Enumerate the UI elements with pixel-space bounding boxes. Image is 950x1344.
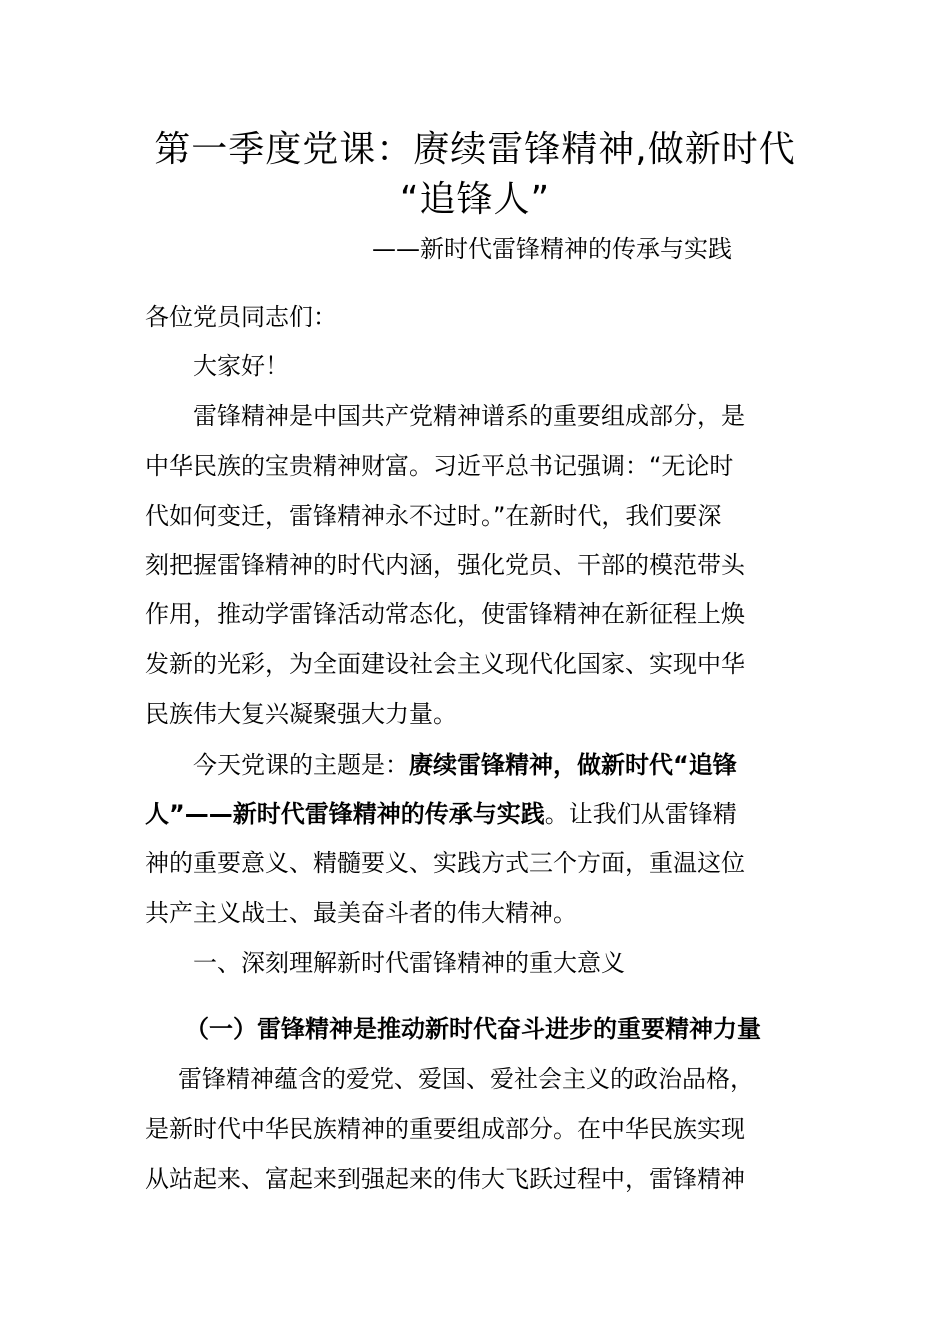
paragraph-1-line: 刻把握雷锋精神的时代内涵，强化党员、干部的模范带头 <box>145 551 745 579</box>
paragraph-1-line: 作用，推动学雷锋活动常态化，使雷锋精神在新征程上焕 <box>145 600 745 628</box>
paragraph-3-line: 是新时代中华民族精神的重要组成部分。在中华民族实现 <box>145 1115 745 1143</box>
subtitle: ——新时代雷锋精神的传承与实践 <box>372 235 732 263</box>
salutation: 各位党员同志们： <box>145 303 337 331</box>
paragraph-2-line <box>145 798 737 830</box>
lesson-theme-bold: 人”——新时代雷锋精神的传承与实践 <box>145 800 545 828</box>
lesson-theme-bold: 赓续雷锋精神，做新时代“追锋 <box>409 751 737 779</box>
paragraph-1-line: 发新的光彩，为全面建设社会主义现代化国家、实现中华 <box>145 650 745 678</box>
paragraph-2-line: 共产主义战士、最美奋斗者的伟大精神。 <box>145 899 577 927</box>
section-heading: 一、深刻理解新时代雷锋精神的重大意义 <box>193 949 625 977</box>
paragraph-2-line <box>193 749 737 781</box>
paragraph-1-line: 民族伟大复兴凝聚强大力量。 <box>145 700 457 728</box>
paragraph-1-line: 代如何变迁，雷锋精神永不过时。”在新时代，我们要深 <box>145 502 722 530</box>
paragraph-3-line: 雷锋精神蕴含的爱党、爱国、爱社会主义的政治品格， <box>178 1065 754 1093</box>
subsection-heading: （一）雷锋精神是推动新时代奋斗进步的重要精神力量 <box>185 1015 761 1043</box>
paragraph-2-text: 。让我们从雷锋精 <box>544 800 737 828</box>
paragraph-2-line: 神的重要意义、精髓要义、实践方式三个方面，重温这位 <box>145 849 745 877</box>
paragraph-2-text: 今天党课的主题是： <box>193 751 409 779</box>
paragraph-1-line: 雷锋精神是中国共产党精神谱系的重要组成部分，是 <box>193 402 745 430</box>
title-line-1: 第一季度党课：赓续雷锋精神,做新时代 <box>154 129 796 170</box>
paragraph-3-line: 从站起来、富起来到强起来的伟大飞跃过程中，雷锋精神 <box>145 1165 745 1193</box>
paragraph-1-line: 中华民族的宝贵精神财富。习近平总书记强调：“无论时 <box>145 452 734 480</box>
title-line-2: “追锋人” <box>399 179 551 220</box>
greeting: 大家好！ <box>193 352 289 380</box>
